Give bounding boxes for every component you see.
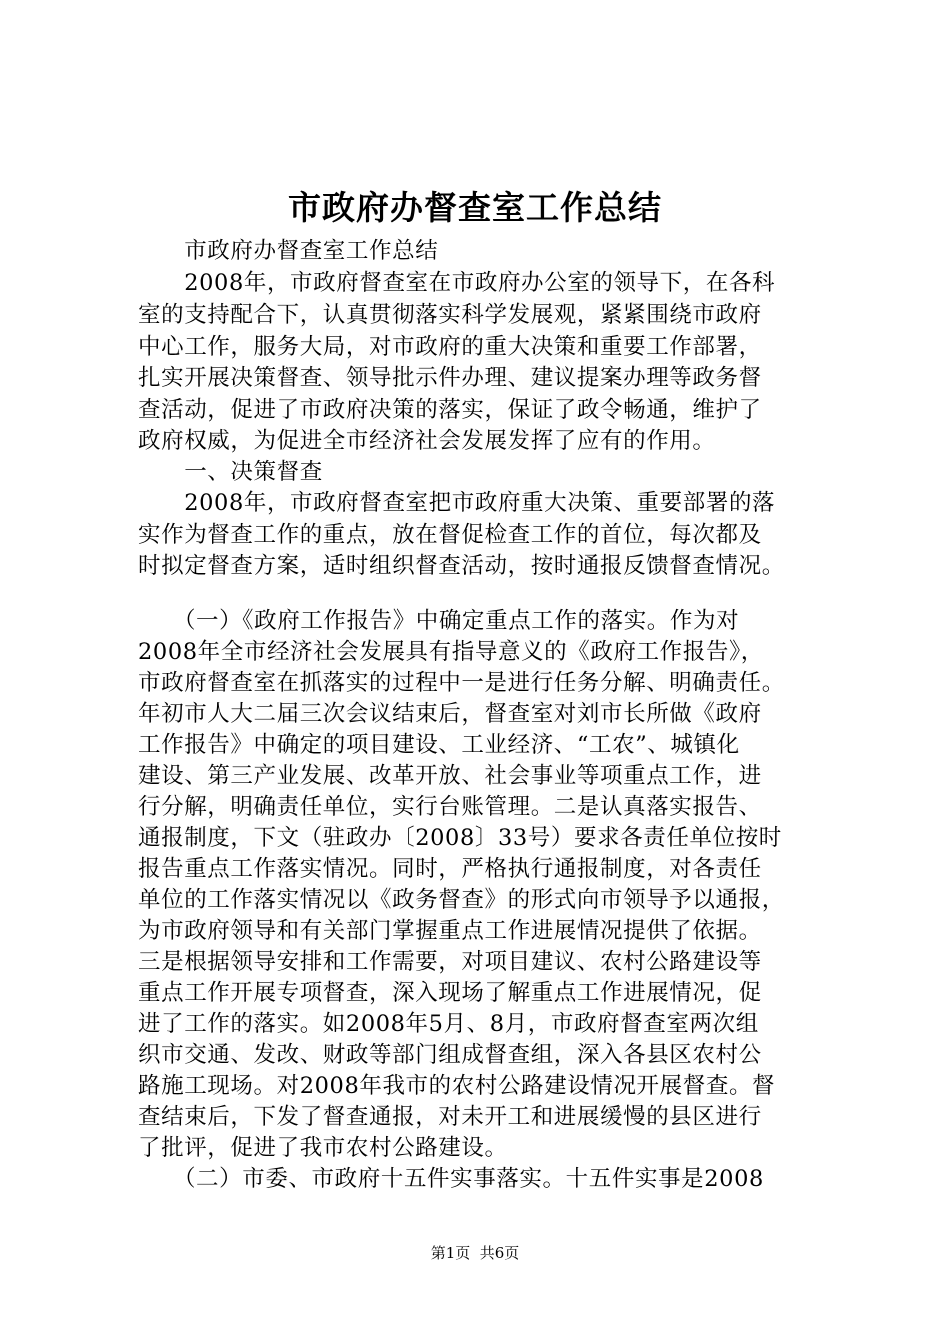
body-line: 2008年，市政府督查室把市政府重大决策、重要部署的落: [138, 490, 776, 516]
page-footer: 第1页 共6页: [430, 1244, 520, 1262]
body-line: 实作为督查工作的重点，放在督促检查工作的首位，每次都及: [138, 522, 762, 548]
body-line: 查结束后，下发了督查通报，对未开工和进展缓慢的县区进行: [138, 1104, 762, 1130]
body-line: 查活动，促进了市政府决策的落实，保证了政令畅通，维护了: [138, 397, 762, 423]
body-line: 中心工作，服务大局，对市政府的重大决策和重要工作部署，: [138, 334, 762, 360]
body-line: （二）市委、市政府十五件实事落实。十五件实事是2008: [138, 1166, 764, 1192]
body-line: 市政府督查室在抓落实的过程中一是进行任务分解、明确责任。: [138, 670, 785, 696]
body-line: 时拟定督查方案，适时组织督查活动，按时通报反馈督查情况。: [138, 553, 785, 579]
body-line: 路施工现场。对2008年我市的农村公路建设情况开展督查。督: [138, 1073, 776, 1099]
body-line: 2008年全市经济社会发展具有指导意义的《政府工作报告》，: [138, 639, 764, 665]
body-line: 2008年，市政府督查室在市政府办公室的领导下，在各科: [138, 270, 776, 296]
body-line: （一）《政府工作报告》中确定重点工作的落实。作为对: [138, 608, 740, 634]
body-line: 年初市人大二届三次会议结束后，督查室对刘市长所做《政府: [138, 701, 762, 727]
body-line: 三是根据领导安排和工作需要，对项目建议、农村公路建设等: [138, 949, 762, 975]
body-line: 扎实开展决策督查、领导批示件办理、建议提案办理等政务督: [138, 365, 762, 391]
body-line: 了批评，促进了我市农村公路建设。: [138, 1135, 508, 1161]
body-line: 织市交通、发改、财政等部门组成督查组，深入各县区农村公: [138, 1042, 762, 1068]
body-line: 报告重点工作落实情况。同时，严格执行通报制度，对各责任: [138, 856, 762, 882]
body-line: 市政府办督查室工作总结: [138, 238, 439, 264]
body-line: 为市政府领导和有关部门掌握重点工作进展情况提供了依据。: [138, 918, 762, 944]
body-line: 室的支持配合下，认真贯彻落实科学发展观，紧紧围绕市政府: [138, 302, 762, 328]
body-line: 单位的工作落实情况以《政务督查》的形式向市领导予以通报，: [138, 887, 785, 913]
body-line: 进了工作的落实。如2008年5月、8月，市政府督查室两次组: [138, 1011, 759, 1037]
body-line: 政府权威，为促进全市经济社会发展发挥了应有的作用。: [138, 428, 716, 454]
body-line: 通报制度，下文（驻政办〔2008〕33号）要求各责任单位按时: [138, 825, 782, 851]
body-line: 建设、第三产业发展、改革开放、社会事业等项重点工作，进: [138, 763, 762, 789]
body-line: 重点工作开展专项督查，深入现场了解重点工作进展情况，促: [138, 980, 762, 1006]
section-heading: 一、决策督查: [138, 459, 323, 485]
body-line: 工作报告》中确定的项目建设、工业经济、“工农”、城镇化: [138, 732, 740, 758]
body-line: 行分解，明确责任单位，实行台账管理。二是认真落实报告、: [138, 794, 762, 820]
document-title: 市政府办督查室工作总结: [288, 188, 662, 227]
